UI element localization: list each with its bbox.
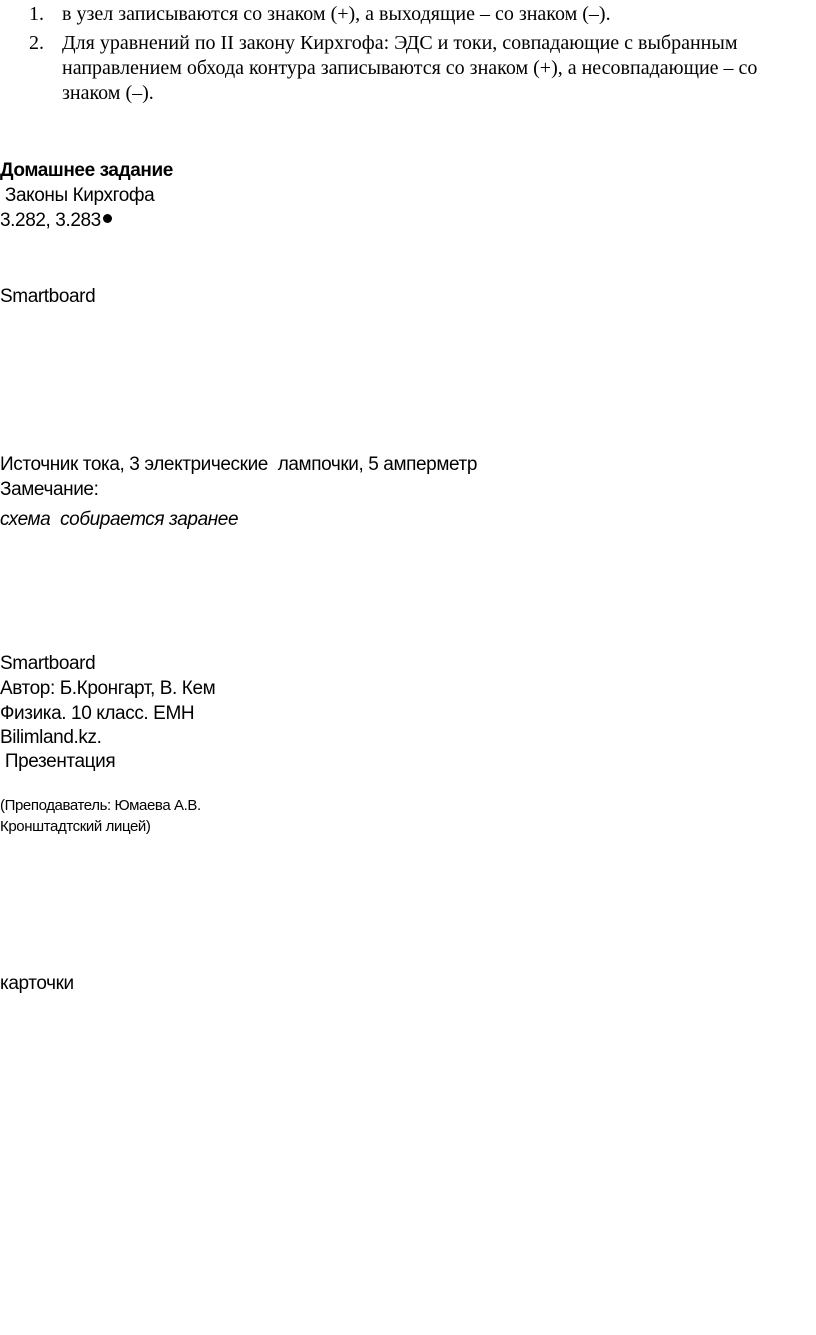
list-item bbox=[0, 2, 816, 27]
source-author: Автор: Б.Кронгарт, В. Кем bbox=[0, 678, 216, 699]
bullet-icon bbox=[103, 214, 112, 223]
teacher-line-1: (Преподаватель: Юмаева А.В. bbox=[0, 797, 201, 814]
cards-label: карточки bbox=[0, 973, 74, 994]
source-resource: Smartboard bbox=[0, 653, 96, 674]
list-text: Для уравнений по II закону Кирхгофа: ЭДС и токи, совпадающие с выбранным направлением обхода контура записываются со знаком (+), а несовпадающие – со знаком (–). bbox=[62, 32, 758, 104]
source-book: Физика. 10 класс. ЕМН bbox=[0, 703, 195, 724]
homework-title: Домашнее задание bbox=[0, 160, 173, 181]
note-text: схема собирается заранее bbox=[0, 509, 239, 530]
list-number: 2. bbox=[29, 32, 44, 54]
list-item bbox=[0, 31, 816, 106]
homework-topic: Законы Кирхгофа bbox=[0, 185, 155, 206]
homework-tasks-line bbox=[0, 208, 112, 233]
teacher-line-2: Кронштадтский лицей) bbox=[0, 818, 151, 835]
source-site: Bilimland.kz. bbox=[0, 727, 102, 748]
homework-tasks: 3.282, 3.283 bbox=[0, 210, 101, 231]
resource-smartboard: Smartboard bbox=[0, 286, 96, 307]
note-label: Замечание: bbox=[0, 479, 99, 500]
list-text: в узел записываются со знаком (+), а выходящие – со знаком (–). bbox=[62, 3, 611, 25]
equipment-list: Источник тока, 3 электрические лампочки, 5 амперметр bbox=[0, 454, 478, 475]
list-number: 1. bbox=[29, 3, 44, 25]
rules-list bbox=[0, 0, 816, 106]
source-presentation: Презентация bbox=[0, 751, 116, 772]
